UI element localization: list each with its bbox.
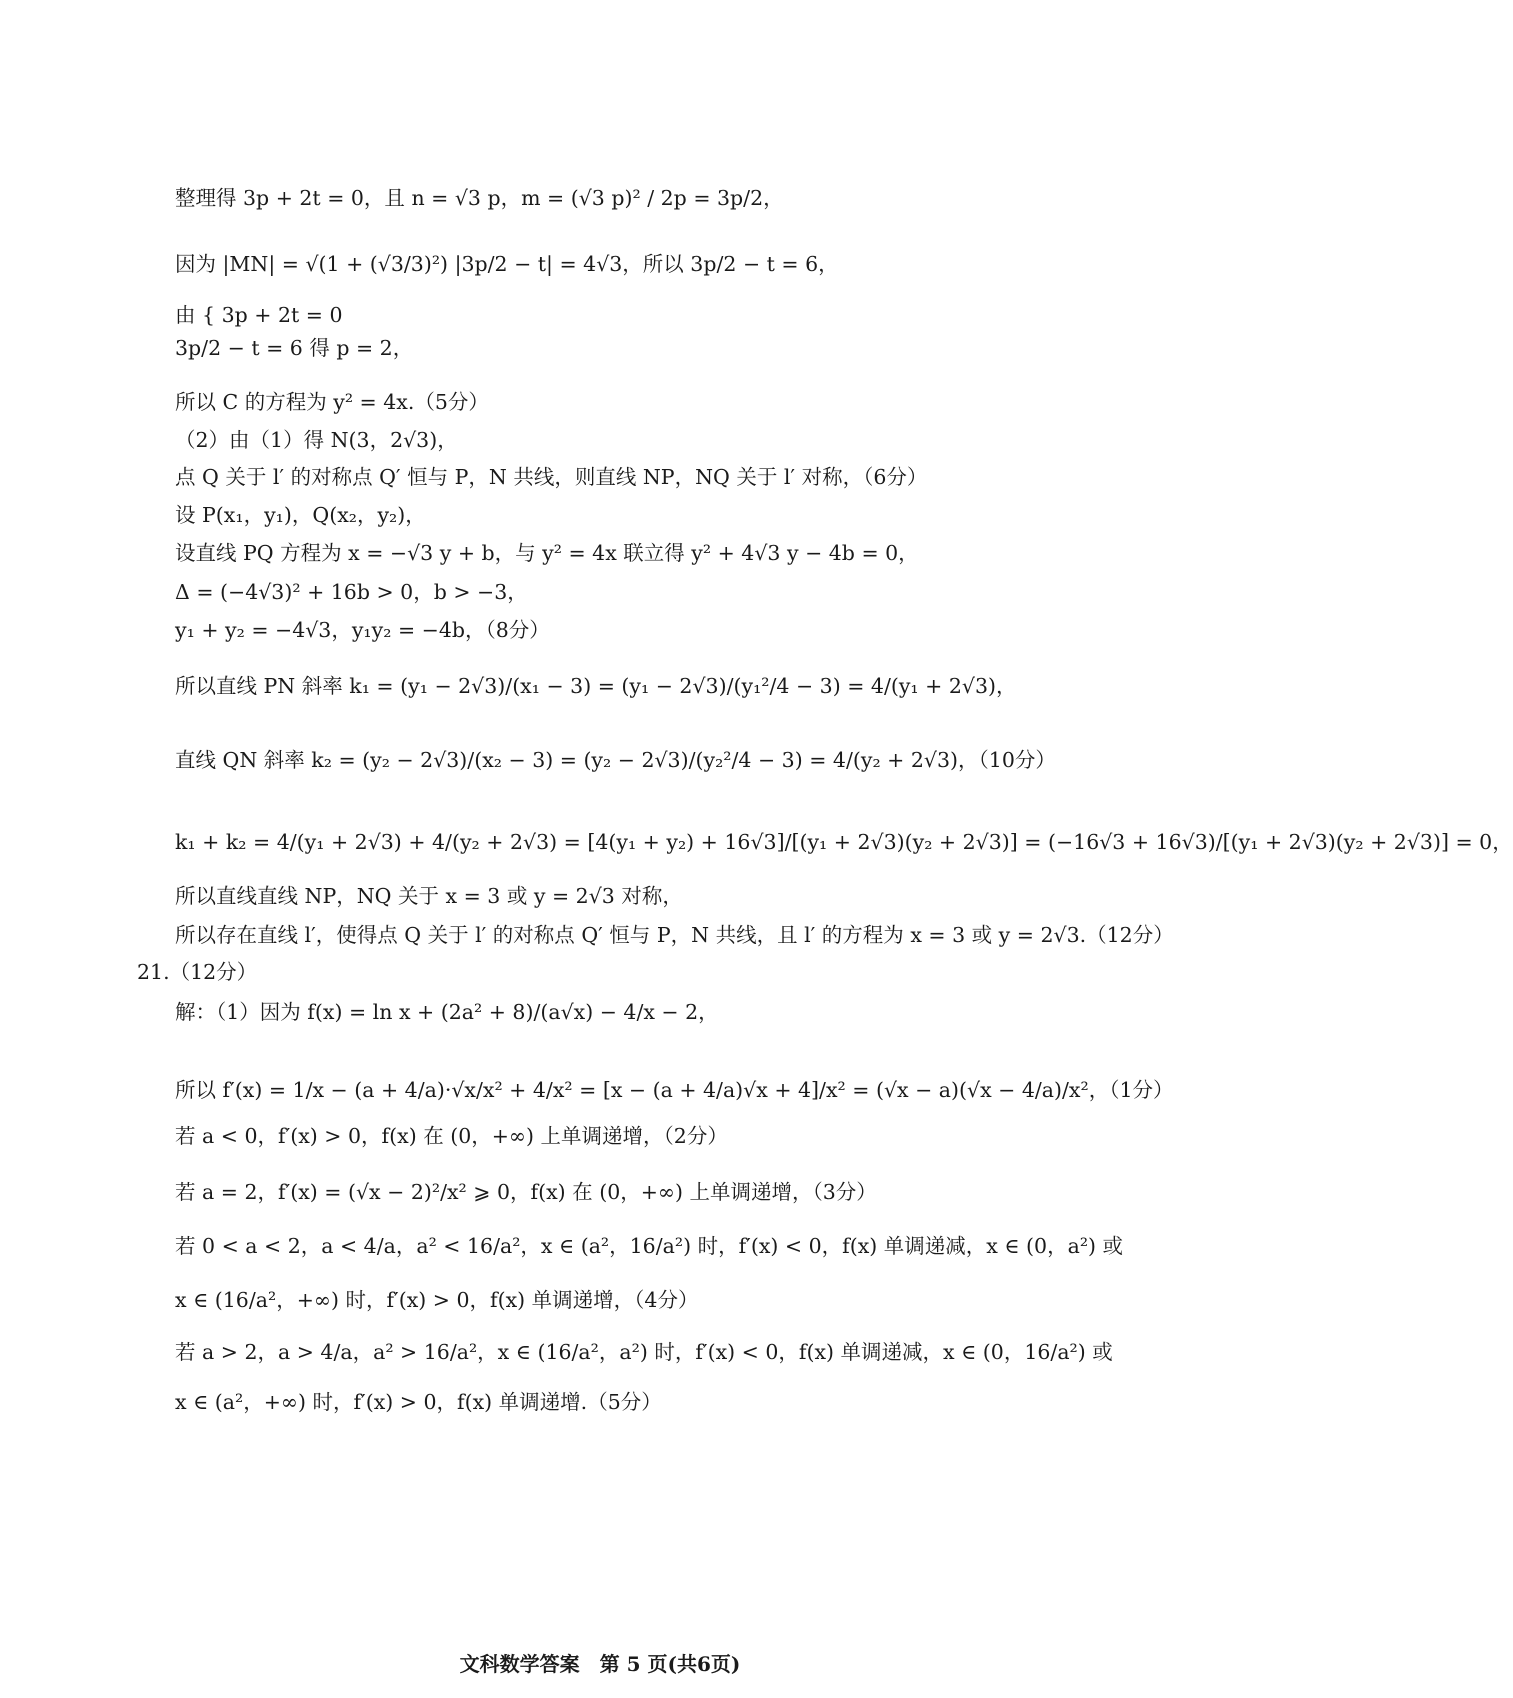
text-line-8: 设 P(x₁，y₁)，Q(x₂，y₂)，	[175, 503, 426, 527]
page-footer: 文科数学答案 第 5 页(共6页)	[459, 1652, 741, 1676]
text-line-13: 直线 QN 斜率 k₂ = (y₂ − 2√3)/(x₂ − 3) = (y₂ − 2√3)/(y₂²/4 − 3) = 4/(y₂ + 2√3)，（10分）	[175, 748, 1056, 772]
text-line-21: 若 a = 2，f′(x) = (√x − 2)²/x² ⩾ 0，f(x) 在 (0，+∞) 上单调递增，（3分）	[175, 1180, 877, 1204]
text-line-20: 若 a < 0，f′(x) > 0，f(x) 在 (0，+∞) 上单调递增，（2分）	[175, 1124, 728, 1148]
text-line-3: 由 { 3p + 2t = 0	[175, 303, 343, 327]
text-line-16: 所以存在直线 l′，使得点 Q 关于 l′ 的对称点 Q′ 恒与 P，N 共线，且 l′ 的方程为 x = 3 或 y = 2√3.（12分）	[175, 923, 1174, 947]
text-line-9: 设直线 PQ 方程为 x = −√3 y + b，与 y² = 4x 联立得 y² + 4√3 y − 4b = 0，	[175, 541, 919, 565]
text-line-14: k₁ + k₂ = 4/(y₁ + 2√3) + 4/(y₂ + 2√3) = [4(y₁ + y₂) + 16√3]/[(y₁ + 2√3)(y₂ + 2√3)] = (−16√3 + 16√3)/[(y₁ + 2√3)(y₂ + 2√3)] = 0，	[175, 830, 1513, 854]
text-line-12: 所以直线 PN 斜率 k₁ = (y₁ − 2√3)/(x₁ − 3) = (y₁ − 2√3)/(y₁²/4 − 3) = 4/(y₁ + 2√3)，	[175, 674, 1017, 698]
text-line-10: Δ = (−4√3)² + 16b > 0，b > −3，	[175, 580, 528, 604]
text-line-15: 所以直线直线 NP，NQ 关于 x = 3 或 y = 2√3 对称，	[175, 884, 683, 908]
text-line-25: x ∈ (a²，+∞) 时，f′(x) > 0，f(x) 单调递增.（5分）	[175, 1390, 662, 1414]
text-line-23: x ∈ (16/a²，+∞) 时，f′(x) > 0，f(x) 单调递增，（4分）	[175, 1288, 699, 1312]
text-line-22: 若 0 < a < 2，a < 4/a，a² < 16/a²，x ∈ (a²，16/a²) 时，f′(x) < 0，f(x) 单调递减，x ∈ (0，a²) 或	[175, 1234, 1124, 1258]
text-line-2: 因为 |MN| = √(1 + (√3/3)²) |3p/2 − t| = 4√3，所以 3p/2 − t = 6，	[175, 252, 839, 276]
text-line-4: 3p/2 − t = 6 得 p = 2，	[175, 336, 414, 360]
text-line-7: 点 Q 关于 l′ 的对称点 Q′ 恒与 P，N 共线，则直线 NP，NQ 关于 l′ 对称，（6分）	[175, 465, 928, 489]
text-line-5: 所以 C 的方程为 y² = 4x.（5分）	[175, 390, 489, 414]
text-line-18: 解：（1）因为 f(x) = ln x + (2a² + 8)/(a√x) − 4/x − 2，	[175, 1000, 719, 1024]
text-line-11: y₁ + y₂ = −4√3，y₁y₂ = −4b，（8分）	[175, 618, 550, 642]
text-line-24: 若 a > 2，a > 4/a，a² > 16/a²，x ∈ (16/a²，a²) 时，f′(x) < 0，f(x) 单调递减，x ∈ (0，16/a²) 或	[175, 1340, 1113, 1364]
text-line-19: 所以 f′(x) = 1/x − (a + 4/a)·√x/x² + 4/x² = [x − (a + 4/a)√x + 4]/x² = (√x − a)(√x − 4/a)/x²，（1分）	[175, 1078, 1174, 1102]
text-line-1: 整理得 3p + 2t = 0，且 n = √3 p，m = (√3 p)² / 2p = 3p/2，	[175, 186, 784, 210]
text-line-6: （2）由（1）得 N(3，2√3)，	[175, 428, 458, 452]
question-number: 21.（12分）	[137, 960, 258, 984]
